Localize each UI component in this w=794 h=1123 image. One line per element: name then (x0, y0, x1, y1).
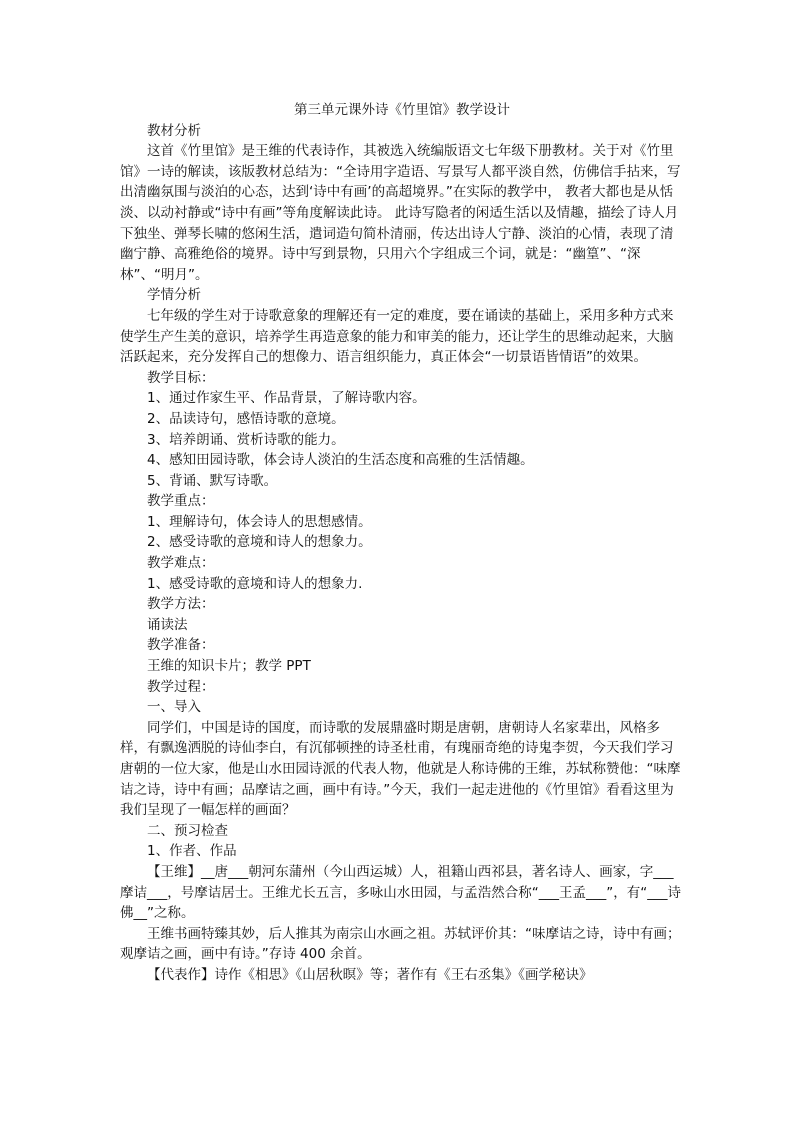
section-line: 4、感知田园诗歌，体会诗人淡泊的生活态度和高雅的生活情趣。 (147, 452, 534, 469)
section-line: 1、通过作家生平、作品背景，了解诗歌内容。 (147, 390, 426, 407)
section-line: 3、培养朗诵、赏析诗歌的能力。 (147, 431, 345, 448)
body-paragraph: 七年级的学生对于诗歌意象的理解还有一定的难度，要在诵读的基础上，采用多种方式来使学生产生美的意识，培养学生再造意象的能力和审美的能力，还让学生的思维动起来，大脑活跃起来，充分发挥自己的想像力、语言组织能力，真正体会“一切景语皆情语”的效果。 (120, 307, 674, 366)
body-paragraph: 这首《竹里馆》是王维的代表诗作，其被选入统编版语文七年级下册教材。关于对《竹里馆》一诗的解读，该版教材总结为：“全诗用字造语、写景写人都平淡自然，仿佛信手拈来，写出清幽氛围与淡泊的心态，达到‘诗中有画’的高超境界。”在实际的教学中， 教者大都也是从恬淡、以动衬静或“诗中有画”等角度解读此诗。 此诗写隐者的闲适生活以及情趣，描绘了诗人月下独坐、弹琴长啸的悠闲生活，遣词造句简朴清丽，传达出诗人宁静、淡泊的心情，表现了清幽宁静、高雅绝俗的境界。诗中写到景物，只用六个字组成三个词，就是：“幽篁”、“深林”、“明月”。 (120, 143, 681, 283)
document-page (120, 100, 684, 986)
body-paragraph: 王维书画特臻其妙，后人推其为南宗山水画之祖。苏轼评价其：“味摩诘之诗，诗中有画；观摩诘之画，画中有诗。”存诗 400 余首。 (120, 925, 681, 963)
body-paragraph: 同学们，中国是诗的国度，而诗歌的发展鼎盛时期是唐朝，唐朝诗人名家辈出，风格多样，有飘逸洒脱的诗仙李白，有沉郁顿挫的诗圣杜甫，有瑰丽奇绝的诗鬼李贺，今天我们学习唐朝的一位大家，他是山水田园诗派的代表人物，他就是人称诗佛的王维，苏轼称赞他：“味摩诘之诗，诗中有画；品摩诘之画，画中有诗。”今天，我们一起走进他的《竹里馆》看看这里为我们呈现了一幅怎样的画面？ (120, 719, 681, 819)
body-paragraph: 【王维】__唐___朝河东蒲州（今山西运城）人，祖籍山西祁县，著名诗人、画家，字___摩诘___，号摩诘居士。王维尤长五言，多咏山水田园，与孟浩然合称“___王孟___”，有“___诗佛__”之称。 (120, 863, 681, 922)
section-line: 2、品读诗句，感悟诗歌的意境。 (147, 410, 345, 427)
section-line: 2、感受诗歌的意境和诗人的想象力。 (147, 534, 372, 551)
section-line: 1、理解诗句，体会诗人的思想感情。 (147, 513, 372, 530)
section-line: 教学难点： (147, 555, 215, 572)
body-paragraph: 【代表作】诗作《相思》《山居秋暝》等；著作有《王右丞集》《画学秘诀》 (147, 966, 593, 983)
section-line: 一、导入 (147, 699, 201, 716)
section-line: 教学重点： (147, 493, 215, 510)
section-line: 教学方法： (147, 596, 215, 613)
section-line: 学情分析 (147, 287, 201, 304)
section-line: 王维的知识卡片；教学 PPT (147, 658, 311, 675)
document-body (120, 121, 684, 986)
section-line: 教学准备： (147, 637, 215, 654)
section-line: 二、预习检查 (147, 822, 228, 839)
section-line: 教学过程： (147, 678, 215, 695)
section-line: 诵读法 (147, 616, 188, 633)
section-line: 教学目标： (147, 369, 215, 386)
section-line: 教材分析 (147, 122, 201, 139)
section-line: 5、背诵、默写诗歌。 (147, 472, 278, 489)
page-title: 第三单元课外诗《竹里馆》教学设计 (294, 102, 510, 118)
section-line: 1、作者、作品 (147, 843, 237, 860)
section-line: 1、感受诗歌的意境和诗人的想象力. (147, 575, 363, 592)
